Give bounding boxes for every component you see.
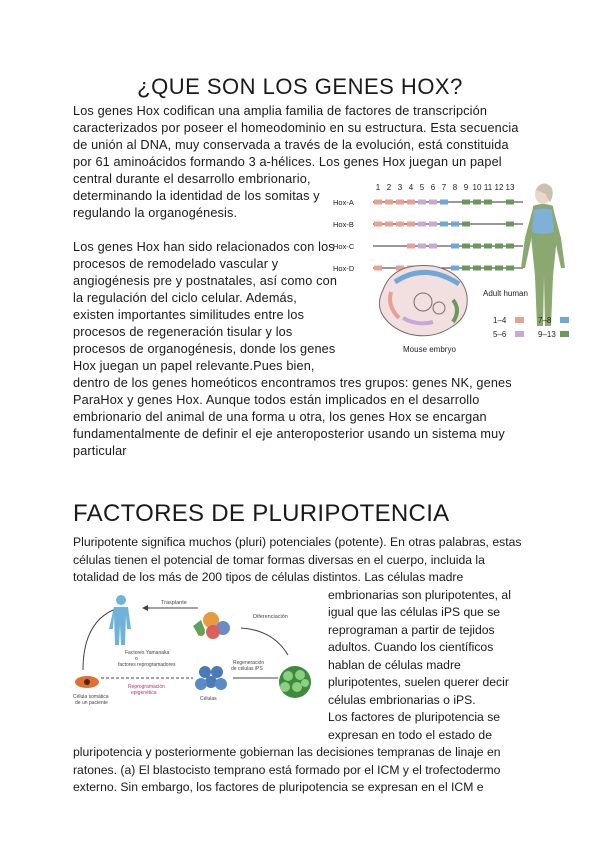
hox-gene-box [429,244,437,249]
text-line: células tienen el potencial de tomar formas diversas en el cuerpo, incluida la [73,552,485,567]
hox-gene-box [462,244,470,249]
hox-gene-box [506,222,514,227]
text-line: embrionarias son pluripotentes, al [328,587,511,602]
hox-gene-box [407,222,415,227]
hox-number-label: 12 [494,183,504,192]
hox-gene-box [495,244,503,249]
hox-row-label: Hox-C [333,242,355,251]
reprogramacion-label: Reprogramación epigenética [128,684,165,696]
text-line: embrionario del animal de una forma u otra, los genes Hox se encargan [73,410,487,424]
text-line: ParaHox y genes Hox. Aunque todos están implicados en el desarrollo [73,393,480,407]
text-line: células embrionarias o iPS. [328,692,476,707]
hox-gene-box [418,244,426,249]
text-line: ratones. (a) El blastocisto temprano está formado por el ICM y el trofectodermo [73,762,501,777]
text-line: totalidad de los más de 200 tipos de células distintos. Las células madre [73,570,464,584]
legend-label: 5–6 [493,330,507,339]
somatic-cell-illustration [75,676,99,688]
hox-number-label: 8 [452,183,458,192]
legend-label: 9–13 [538,330,556,339]
hox-number-label: 11 [483,183,493,192]
text-line: externo. Sin embargo, los factores de pluripotencia se expresan en el ICM e [73,780,484,794]
hox-number-label: 1 [375,183,381,192]
hox-gene-box [473,266,481,271]
hox-row-label: Hox-B [333,220,354,229]
legend-label: 7–8 [538,316,552,325]
cells-cluster-illustration [195,666,227,690]
hox-number-label: 3 [397,183,403,192]
hox-gene-box [440,200,448,205]
page-title: ¿QUE SON LOS GENES HOX? [137,74,463,99]
hox-number-label: 6 [430,183,436,192]
hox-number-label: 2 [386,183,392,192]
hox-gene-box [506,200,514,205]
hox-gene-box [451,222,459,227]
text-line: expresan en todo el estado de [328,727,492,742]
mouse-embryo-illustration [379,266,467,336]
hox-gene-box [407,244,415,249]
hox-gene-box [495,266,503,271]
hox-gene-box [451,244,459,249]
legend-swatch [560,331,569,337]
hox-gene-box [484,244,492,249]
celulas-label: Células [200,696,217,702]
mouse-embryo-label: Mouse embryo [403,345,456,354]
text-line: Hox juegan un papel relevante.Pues bien, [73,359,315,373]
hox-gene-box [374,200,382,205]
ips-cells-figure [73,590,323,720]
text-line: determinando la identidad de los somitas y [73,189,320,203]
hox-number-label: 9 [463,183,469,192]
hox-gene-box [374,222,382,227]
text-line: caracterizados por poseer el homeodominio en su estructura. Esta secuencia [73,121,519,135]
legend-swatch [560,317,569,323]
text-line: pluripotencia y posteriormente gobiernan las decisiones tempranas de linaje en [73,745,501,759]
adult-human-label: Adult human [483,289,528,298]
text-line: particular [73,444,127,458]
hox-gene-box [418,200,426,205]
text-line: procesos de organogénesis, donde los genes [73,342,336,356]
hox-number-label: 5 [419,183,425,192]
regeneracion-label: Regeneración de células iPS [231,660,265,672]
text-line: dentro de los genes homeóticos encontramos tres grupos: genes NK, genes [73,376,512,390]
hox-gene-box [473,200,481,205]
hox-gene-box [418,222,426,227]
legend-swatch [515,317,524,323]
text-line: hablan de células madre [328,657,461,672]
text-line: central durante el desarrollo embrionario, [73,172,311,186]
hox-genes-figure [333,180,578,360]
differentiated-cells-illustration [193,612,230,639]
hox-gene-box [484,266,492,271]
factores-label: Factores Yamanaka o factores reprogramadores [118,650,176,668]
hox-gene-box [506,266,514,271]
hox-gene-box [484,200,492,205]
text-line: regulando la organogénesis. [73,206,238,220]
ips-colony-illustration [279,666,311,698]
text-line: procesos de regeneración tisular y los [73,325,293,339]
hox-gene-box [429,222,437,227]
hox-gene-box [451,266,459,271]
hox-gene-box [440,222,448,227]
hox-number-label: 10 [472,183,482,192]
text-line: Los factores de pluripotencia se [328,710,501,724]
hox-gene-box [462,266,470,271]
text-line: Los genes Hox codifican una amplia familia de factores de transcripción [73,104,488,118]
hox-number-row [376,183,515,192]
hox-legend [493,316,569,339]
text-line: procesos de remodelado vascular y [73,257,279,271]
hox-gene-box [396,222,404,227]
legend-label: 1–4 [493,316,507,325]
text-line: igual que las células iPS que se [328,605,501,619]
hox-gene-box [396,200,404,205]
text-line: la regulación del ciclo celular. Además, [73,291,297,305]
section-heading: FACTORES DE PLURIPOTENCIA [73,500,450,527]
text-line: Los genes Hox han sido relacionados con los [73,240,335,254]
text-line: fundamentalmente de definir el eje anteroposterior usando un sistema muy [73,427,505,441]
hox-gene-box [462,222,470,227]
hox-gene-box [385,200,393,205]
text-line: Pluripotente significa muchos (pluri) potenciales (potente). En otras palabras, estas [73,535,522,549]
hox-gene-box [374,266,382,271]
hox-cluster-rows [333,198,523,273]
text-line: por 61 aminoácidos formando 3 a-hélices. Los genes Hox juegan un papel [73,155,502,169]
hox-row-label: Hox-D [333,264,355,273]
text-line: adultos. Cuando los científicos [328,640,494,654]
hox-gene-box [385,222,393,227]
hox-gene-box [473,244,481,249]
adult-human-illustration [521,183,565,326]
legend-swatch [515,331,524,337]
text-line: angiogénesis pre y postnatales, así como con [73,274,338,288]
text-line: reprograman a partir de tejidos [328,622,495,637]
celula-somatica-label: Célula somática de un paciente [73,694,109,706]
hox-gene-box [506,244,514,249]
text-line: existen importantes similitudes entre los [73,308,305,322]
hox-row-label: Hox-A [333,198,354,207]
hox-gene-box [407,200,415,205]
text-line: pluripotentes, suelen querer decir [328,675,509,689]
hox-gene-box [429,200,437,205]
text-line: de unión al DNA, muy conservada a través de la evolución, está constituida [73,138,509,152]
hox-gene-box [462,200,470,205]
patient-illustration [109,595,131,645]
trasplante-label: Trasplante [161,600,187,606]
hox-number-label: 7 [441,183,447,192]
hox-number-label: 4 [408,183,414,192]
hox-number-label: 13 [505,183,515,192]
diferenciacion-label: Diferenciación [253,614,288,620]
